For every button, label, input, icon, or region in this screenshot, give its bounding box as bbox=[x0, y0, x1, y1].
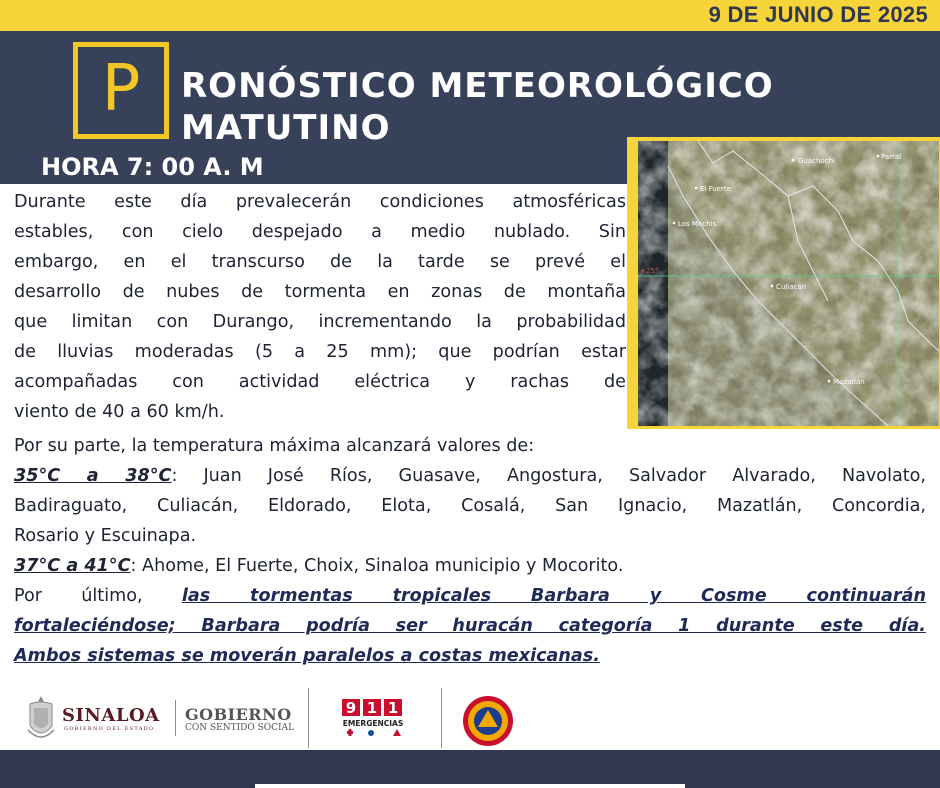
paragraph-line: viento de 40 a 60 km/h. bbox=[14, 402, 225, 422]
range2-label: 37°C a 41°C bbox=[14, 556, 131, 576]
forecast-time: HORA 7: 00 A. M bbox=[41, 153, 264, 181]
range1-label: 35°C a 38°C bbox=[14, 466, 172, 486]
map-label-el-fuerte: El Fuerte bbox=[700, 185, 731, 193]
temperature-intro: Por su parte, la temperatura máxima alcanzará valores de: bbox=[14, 436, 535, 456]
map-label-culiacan: Culiacán bbox=[776, 283, 807, 291]
title-initial: P bbox=[101, 52, 141, 126]
map-label-guachochi: Guachochi bbox=[798, 157, 835, 165]
range2-text: : Ahome, El Fuerte, Choix, Sinaloa municipio y Mocorito. bbox=[130, 556, 624, 576]
bottom-tab bbox=[255, 784, 685, 788]
range2-line bbox=[14, 551, 926, 581]
map-label-latitude: +25° bbox=[640, 267, 659, 275]
e911-digit-9: 9 bbox=[345, 699, 357, 717]
closing-emphasis-3: Ambos sistemas se moverán paralelos a costas mexicanas. bbox=[14, 646, 600, 666]
gobierno-logo-text: GOBIERNO bbox=[185, 705, 292, 724]
paragraph-line: estables, con cielo despejado a medio nublado. Sin bbox=[14, 222, 626, 242]
satellite-image bbox=[638, 141, 939, 426]
paragraph-line: Durante este día prevalecerán condiciones atmosféricas bbox=[14, 192, 626, 212]
logo-divider bbox=[175, 700, 176, 736]
logo-divider bbox=[441, 688, 442, 748]
closing-prefix: Por último, bbox=[14, 586, 143, 606]
closing-emphasis-2: fortaleciéndose; Barbara podría ser huracán categoría 1 durante este día. bbox=[14, 616, 926, 636]
bottom-bar bbox=[0, 750, 940, 788]
closing-line3 bbox=[14, 641, 926, 671]
paragraph-line: desarrollo de nubes de tormenta en zonas de montaña bbox=[14, 282, 626, 302]
range1-line2: Badiraguato, Culiacán, Eldorado, Elota, Cosalá, San Ignacio, Mazatlán, Concordia, bbox=[14, 496, 926, 516]
forecast-paragraph bbox=[14, 187, 626, 427]
map-label-mazatlan: Mazatlán bbox=[833, 378, 865, 386]
range1-line1 bbox=[14, 461, 926, 491]
paragraph-line: que limitan con Durango, incrementando la probabilidad bbox=[14, 312, 626, 332]
sinaloa-logo-text: SINALOA bbox=[62, 705, 160, 726]
closing-line1 bbox=[14, 581, 926, 611]
title-line-1: RONÓSTICO METEOROLÓGICO bbox=[181, 66, 774, 106]
gobierno-logo-subtext: CON SENTIDO SOCIAL bbox=[185, 723, 295, 733]
e911-digit-1b: 1 bbox=[387, 699, 399, 717]
map-label-parral: Parral bbox=[881, 153, 902, 161]
paragraph-line: acompañadas con actividad eléctrica y rachas de bbox=[14, 372, 626, 392]
emergencias-911-logo bbox=[341, 698, 405, 742]
title-initial-box bbox=[73, 42, 169, 139]
range1-line3: Rosario y Escuinapa. bbox=[14, 526, 197, 546]
state-seal-icon bbox=[26, 694, 56, 744]
map-label-los-mochis: Los Mochis bbox=[678, 220, 717, 228]
e911-digit-1a: 1 bbox=[366, 699, 378, 717]
paragraph-line: embargo, en el transcurso de la tarde se prevé el bbox=[14, 252, 626, 272]
bulletin-date: 9 DE JUNIO DE 2025 bbox=[708, 2, 928, 27]
paragraph-line: de lluvias moderadas (5 a 25 mm); que podrían estar bbox=[14, 342, 626, 362]
temperature-section bbox=[14, 431, 926, 671]
footer-logos bbox=[0, 684, 940, 750]
range1-text: : Juan José Ríos, Guasave, Angostura, Salvador Alvarado, Navolato, bbox=[171, 466, 926, 486]
closing-emphasis-1: las tormentas tropicales Barbara y Cosme continuarán bbox=[181, 586, 926, 606]
sinaloa-logo-subtext: GOBIERNO DEL ESTADO bbox=[64, 726, 155, 732]
top-date-bar bbox=[0, 0, 940, 31]
proteccion-civil-icon bbox=[462, 695, 514, 747]
title-line-2: MATUTINO bbox=[181, 108, 391, 148]
e911-label: EMERGENCIAS bbox=[342, 719, 404, 728]
satellite-image-frame bbox=[627, 137, 940, 429]
logo-divider bbox=[308, 688, 309, 748]
